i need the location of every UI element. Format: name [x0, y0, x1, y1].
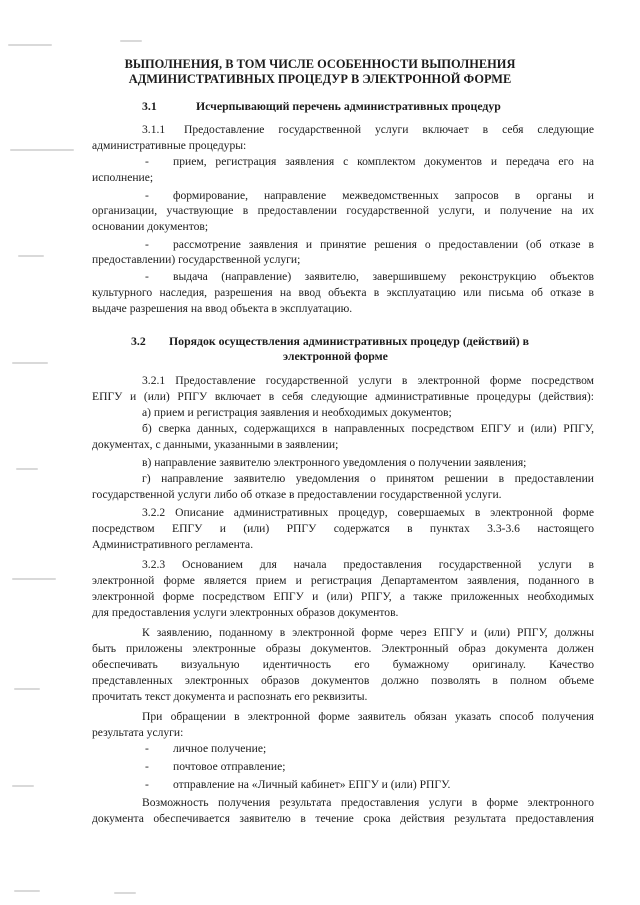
paragraph-line: документа обеспечивается заявителю в течение срока действия результата предоставления [92, 812, 594, 825]
paragraph-line: 3.2.3 Основанием для начала предоставления государственной услуги в [142, 558, 594, 571]
paragraph-line: для предоставления услуги электронных образов документов. [92, 606, 399, 619]
paragraph-line: Предоставление государственной услуги включает в себя следующие [184, 123, 594, 136]
list-item-line: прием, регистрация заявления с комплектом документов и передача его на [173, 155, 594, 168]
paragraph-number: 3.1.1 [142, 123, 166, 136]
list-item-line: исполнение; [92, 171, 154, 184]
section-heading-line: АДМИНИСТРАТИВНЫХ ПРОЦЕДУР В ЭЛЕКТРОННОЙ ФОРМЕ [128, 72, 512, 86]
scan-artifact [14, 688, 40, 690]
paragraph-line: ЕПГУ и (или) РПГУ включает в себя следующие административные процедуры (действия): [92, 390, 594, 403]
list-item-line: г) направление заявителю уведомления о принятом решении в предоставлении [142, 472, 594, 485]
paragraph-line: быть приложены электронные образы документов. Электронный образ документа должен [92, 642, 594, 655]
list-dash: - [145, 742, 149, 755]
list-item-line: а) прием и регистрация заявления и необходимых документов; [142, 406, 452, 419]
scan-artifact [16, 468, 38, 470]
list-item-line: почтовое отправление; [173, 760, 286, 773]
list-item-line: б) сверка данных, содержащихся в направленных посредством ЕПГУ и (или) РПГУ, [142, 422, 594, 435]
scan-artifact [18, 255, 44, 257]
list-item-line: основании документов; [92, 220, 209, 233]
paragraph-line: Возможность получения результата предоставления услуги в форме электронного [142, 796, 594, 809]
section-heading-line: ВЫПОЛНЕНИЯ, В ТОМ ЧИСЛЕ ОСОБЕННОСТИ ВЫПОЛНЕНИЯ [124, 57, 516, 71]
subsection-number: 3.1 [142, 99, 157, 113]
subsection-title: электронной форме [283, 349, 388, 363]
paragraph-line: При обращении в электронной форме заявитель обязан указать способ получения [142, 710, 594, 723]
list-item-line: выдаче разрешения на ввод объекта в эксплуатацию. [92, 302, 353, 315]
list-item-line: организации, участвующие в предоставлении государственной услуги, и получение на их [92, 204, 594, 217]
list-dash: - [145, 760, 149, 773]
list-dash: - [145, 270, 149, 283]
list-item-line: формирование, направление межведомственных запросов в органы и [173, 189, 594, 202]
paragraph-line: 3.2.1 Предоставление государственной услуги в электронной форме посредством [142, 374, 594, 387]
scan-artifact [12, 362, 48, 364]
paragraph-line: посредством ЕПГУ и (или) РПГУ содержатся в пунктах 3.3-3.6 настоящего [92, 522, 594, 535]
subsection-title: Порядок осуществления административных процедур (действий) в [169, 334, 529, 348]
list-item-line: государственной услуги либо об отказе в предоставлении государственной услуги. [92, 488, 502, 501]
paragraph-line: 3.2.2 Описание административных процедур, совершаемых в электронной форме [142, 506, 594, 519]
list-dash: - [145, 778, 149, 791]
list-item-line: отправление на «Личный кабинет» ЕПГУ и (или) РПГУ. [173, 778, 451, 791]
paragraph-line: прочитать текст документа и распознать его реквизиты. [92, 690, 368, 703]
list-item-line: личное получение; [173, 742, 267, 755]
subsection-title: Исчерпывающий перечень административных процедур [196, 99, 501, 113]
paragraph-line: результата услуги: [92, 726, 184, 739]
paragraph-line: электронной форме посредством ЕПГУ и (или) РПГУ, а также приложенных необходимых [92, 590, 594, 603]
subsection-number: 3.2 [131, 334, 146, 348]
scan-artifact [12, 785, 34, 787]
scan-artifact [120, 40, 142, 42]
list-item-line: культурного наследия, разрешения на ввод объекта в эксплуатацию или письма об отказе в [92, 286, 594, 299]
list-item-line: выдача (направление) заявителю, завершившему реконструкцию объектов [173, 270, 594, 283]
list-dash: - [145, 189, 149, 202]
list-item-line: предоставлении) государственной услуги; [92, 253, 301, 266]
scan-artifact [14, 890, 40, 892]
list-item-line: рассмотрение заявления и принятие решения о предоставлении (об отказе в [173, 238, 594, 251]
list-dash: - [145, 155, 149, 168]
list-dash: - [145, 238, 149, 251]
paragraph-line: административные процедуры: [92, 139, 247, 152]
scan-artifact [12, 578, 56, 580]
list-item-line: документах, с данными, указанными в заявлении; [92, 438, 339, 451]
scan-artifact [10, 149, 74, 151]
paragraph-line: К заявлению, поданному в электронной форме через ЕПГУ и (или) РПГУ, должны [142, 626, 594, 639]
scan-artifact [114, 892, 136, 894]
paragraph-line: электронной форме является прием и регистрация Департаментом заявления, поданного в [92, 574, 594, 587]
list-item-line: в) направление заявителю электронного уведомления о получении заявления; [142, 456, 527, 469]
paragraph-line: обеспечивать визуальную идентичность его бумажному оригиналу. Качество [92, 658, 594, 671]
paragraph-line: представленных электронных образов документов должно позволять в полном объеме [92, 674, 594, 687]
scan-artifact [8, 44, 52, 46]
paragraph-line: Административного регламента. [92, 538, 254, 551]
